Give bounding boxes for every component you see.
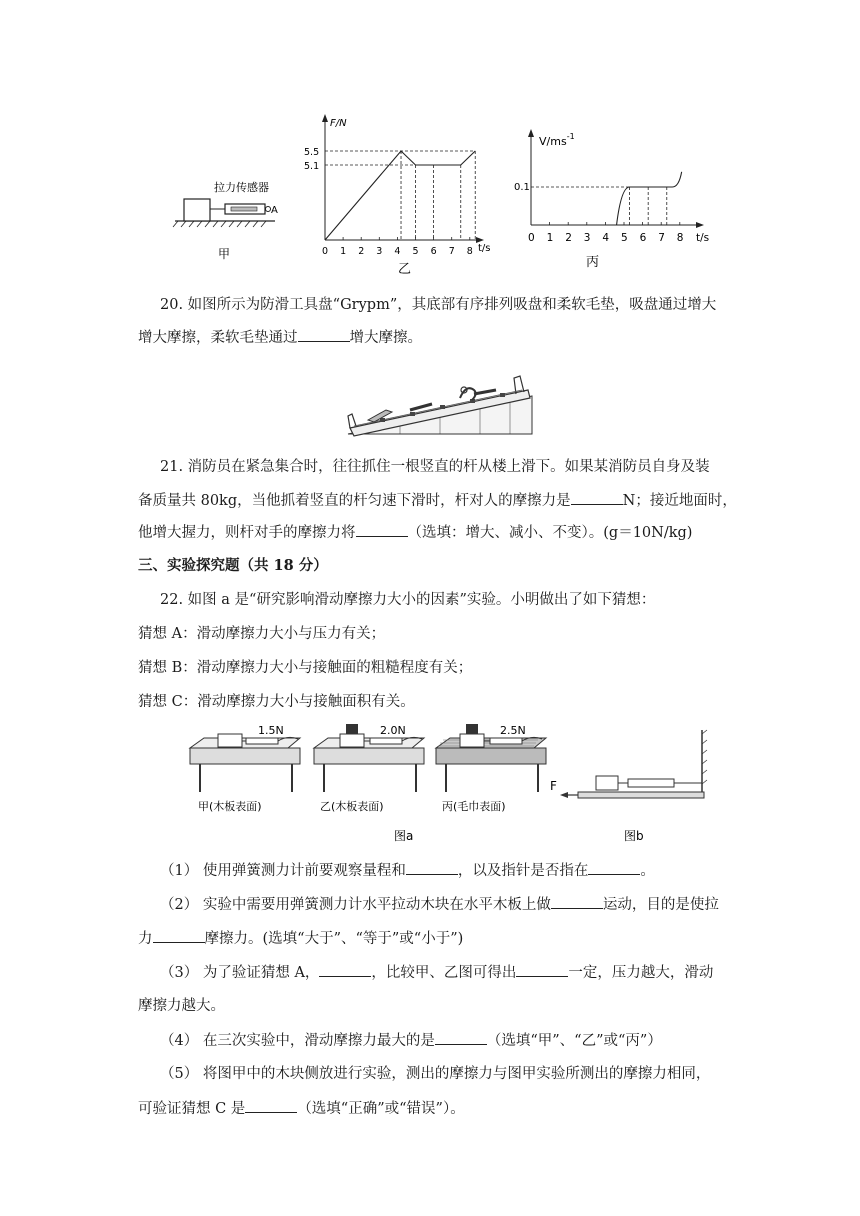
- caption-bing: 丙: [586, 255, 600, 270]
- setup-bing: [436, 724, 546, 813]
- caption-b: 图b: [624, 829, 644, 843]
- x-tick-label: 4: [394, 246, 401, 257]
- figure-bing-chart: [514, 125, 718, 273]
- point-a-label: A: [271, 205, 278, 216]
- x-axis-label: t/s: [478, 243, 491, 254]
- figure-jia: [170, 178, 280, 268]
- label-bing: 丙(毛巾表面): [442, 800, 506, 813]
- y-tick-0-1: 0.1: [514, 182, 530, 193]
- q22-figure: [188, 720, 708, 846]
- x-tick-label: 3: [583, 232, 591, 244]
- sensor-label: 拉力传感器: [214, 181, 269, 194]
- x-tick-label: 7: [448, 246, 455, 257]
- answer-blank[interactable]: [435, 1028, 487, 1045]
- q22-guess-b: 猜想 B：滑动摩擦力大小与接触面的粗糙程度有关；: [138, 660, 473, 676]
- answer-blank[interactable]: [588, 858, 640, 875]
- x-tick-label: 1: [340, 246, 347, 257]
- x-tick-label: 5: [412, 246, 419, 257]
- setup-yi: [314, 724, 424, 813]
- answer-blank[interactable]: [298, 325, 350, 342]
- figure-yi-chart: [298, 110, 498, 278]
- q22-guess-c: 猜想 C：滑动摩擦力大小与接触面积有关。: [138, 694, 415, 710]
- q22-s2-line1: （2） 实验中需要用弹簧测力计水平拉动木块在水平木板上做 运动，目的是使拉: [160, 892, 719, 914]
- q20-line1: 20. 如图所示为防滑工具盘“Grypm”，其底部有序排列吸盘和柔软毛垫，吸盘通过增大: [160, 297, 717, 313]
- x-tick-label: 7: [658, 232, 665, 244]
- x-tick-label: 1: [546, 232, 554, 244]
- answer-blank[interactable]: [571, 488, 623, 505]
- caption-a: 图a: [394, 829, 414, 843]
- answer-blank[interactable]: [516, 960, 568, 977]
- force-reading-yi: 2.0N: [380, 724, 406, 737]
- answer-blank[interactable]: [356, 520, 408, 537]
- x-tick-label: 0: [528, 232, 535, 244]
- q21-line3: 他增大握力，则杆对手的摩擦力将 （选填：增大、减小、不变）。(g＝10N/kg): [138, 520, 692, 542]
- label-jia: 甲(木板表面): [198, 800, 262, 813]
- q22-s5-line1: （5） 将图甲中的木块侧放进行实验，测出的摩擦力与图甲实验所测出的摩擦力相同，: [160, 1066, 711, 1082]
- x-axis-label: t/s: [696, 232, 710, 244]
- q20-line2: 增大摩擦，柔软毛垫通过 增大摩擦。: [138, 325, 422, 347]
- y-tick-5-5: 5.5: [304, 147, 320, 158]
- answer-blank[interactable]: [319, 960, 371, 977]
- q22-s2-line2: 力 摩擦力。(选填“大于”、“等于”或“小于”): [138, 926, 463, 948]
- caption-jia: 甲: [218, 247, 231, 261]
- caption-yi: 乙: [398, 262, 412, 277]
- answer-blank[interactable]: [153, 926, 205, 943]
- force-curve: [325, 151, 475, 240]
- q22-s4: （4） 在三次实验中，滑动摩擦力最大的是 （选填“甲”、“乙”或“丙”）: [160, 1028, 662, 1050]
- force-reading-bing: 2.5N: [500, 724, 526, 737]
- y-tick-5-1: 5.1: [304, 161, 320, 172]
- section-heading: 三、实验探究题（共 18 分）: [138, 557, 328, 574]
- answer-blank[interactable]: [551, 892, 603, 909]
- y-axis-label: $V/ms^{-1}$: [539, 132, 575, 148]
- y-axis-label: F/N: [330, 118, 347, 129]
- wooden-block: [184, 199, 210, 221]
- force-reading-jia: 1.5N: [258, 724, 284, 737]
- x-tick-label: 8: [676, 232, 684, 244]
- setup-jia: [190, 724, 300, 813]
- setup-b: [550, 730, 707, 843]
- q22-s3-line2: 摩擦力越大。: [138, 998, 225, 1014]
- q22-s5-line2: 可验证猜想 C 是 （选填“正确”或“错误”）。: [138, 1096, 465, 1118]
- q21-line2: 备质量共 80kg，当他抓着竖直的杆匀速下滑时，杆对人的摩擦力是 N；接近地面时，: [138, 488, 737, 510]
- answer-blank[interactable]: [245, 1096, 297, 1113]
- x-tick-label: 6: [639, 232, 647, 244]
- q22-s3-line1: （3） 为了验证猜想 A， ，比较甲、乙图可得出 一定，压力越大，滑动: [160, 960, 713, 982]
- q21-line1: 21. 消防员在紧急集合时，往往抓住一根竖直的杆从楼上滑下。如果某消防员自身及装: [160, 459, 710, 475]
- x-tick-label: 0: [322, 246, 329, 257]
- q22-guess-a: 猜想 A：滑动摩擦力大小与压力有关；: [138, 626, 386, 642]
- x-tick-label: 2: [358, 246, 365, 257]
- force-f-label: F: [550, 779, 557, 793]
- x-tick-label: 2: [565, 232, 572, 244]
- answer-blank[interactable]: [406, 858, 458, 875]
- q22-s1: （1） 使用弹簧测力计前要观察量程和 ，以及指针是否指在 。: [160, 858, 655, 880]
- x-tick-label: 8: [466, 246, 473, 257]
- x-tick-label: 5: [621, 232, 628, 244]
- q22-intro: 22. 如图 a 是“研究影响滑动摩擦力大小的因素”实验。小明做出了如下猜想：: [160, 592, 656, 608]
- x-tick-label: 3: [376, 246, 383, 257]
- tool-tray-figure: [340, 368, 536, 440]
- velocity-curve: [617, 172, 682, 225]
- x-tick-label: 6: [430, 246, 437, 257]
- x-tick-label: 4: [602, 232, 610, 244]
- label-yi: 乙(木板表面): [320, 800, 384, 813]
